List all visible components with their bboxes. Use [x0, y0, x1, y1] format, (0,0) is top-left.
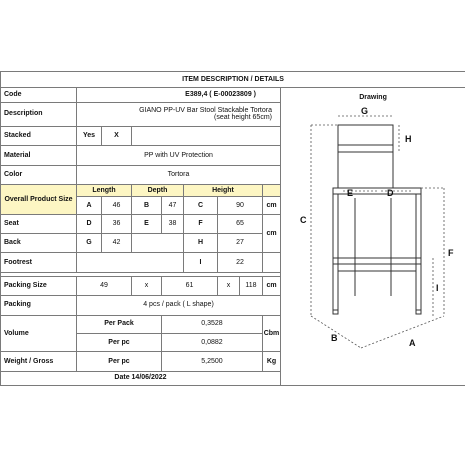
- sheet-header: ITEM DESCRIPTION / DETAILS: [1, 72, 465, 88]
- seat-f-value: 65: [218, 214, 263, 233]
- packing-value: 4 pcs / pack ( L shape): [77, 296, 281, 315]
- seat-back-unit: cm: [263, 214, 281, 253]
- packing-size-unit: cm: [263, 276, 281, 295]
- length-header: Length: [77, 185, 132, 197]
- footrest-i-label: I: [184, 253, 218, 272]
- overall-c-value: 90: [218, 197, 263, 214]
- back-g-label: G: [77, 234, 102, 253]
- overall-unit: cm: [263, 197, 281, 214]
- spec-table: [0, 71, 465, 386]
- volume-per-pc-label: Per pc: [77, 333, 162, 351]
- drawing-cell: [281, 88, 465, 386]
- description-line2: (seat height 65cm): [214, 114, 272, 122]
- stacked-label: Stacked: [1, 127, 77, 146]
- volume-unit: Cbm: [263, 315, 281, 352]
- volume-per-pack-value: 0,3528: [162, 315, 263, 333]
- dim-label-h: H: [405, 134, 412, 145]
- seat-d-label: D: [77, 214, 102, 233]
- packing-size-v1: 49: [77, 276, 132, 295]
- volume-per-pc-value: 0,0882: [162, 333, 263, 351]
- weight-label: Weight / Gross: [1, 352, 77, 371]
- material-value: PP with UV Protection: [77, 146, 281, 165]
- backrest-upper: [338, 125, 393, 145]
- footrest-blank: [77, 253, 184, 272]
- dim-label-b: B: [331, 333, 338, 344]
- seat-d-value: 36: [102, 214, 132, 233]
- overall-header-blank: [263, 185, 281, 197]
- packing-size-x2: x: [218, 276, 240, 295]
- back-g-value: 42: [102, 234, 132, 253]
- weight-per-pc-label: Per pc: [77, 352, 162, 371]
- dim-label-d: D: [387, 188, 394, 199]
- height-header: Height: [184, 185, 263, 197]
- footrest-i-value: 22: [218, 253, 263, 272]
- seat-label: Seat: [1, 214, 77, 233]
- foot-right: [416, 310, 421, 314]
- back-blank: [132, 234, 184, 253]
- packing-label: Packing: [1, 296, 77, 315]
- seat-e-value: 38: [162, 214, 184, 233]
- spec-sheet: [0, 71, 465, 386]
- stacked-yes: Yes: [77, 127, 102, 146]
- color-value: Tortora: [77, 165, 281, 184]
- volume-label: Volume: [1, 315, 77, 352]
- back-h-label: H: [184, 234, 218, 253]
- dim-label-e: E: [347, 188, 354, 199]
- dim-b-line: [311, 316, 361, 348]
- drawing-label: Drawing: [359, 94, 387, 102]
- overall-c-label: C: [184, 197, 218, 214]
- packing-size-x1: x: [132, 276, 162, 295]
- backrest-slat: [338, 145, 393, 152]
- packing-size-v3: 118: [240, 276, 263, 295]
- dim-label-g: G: [361, 106, 369, 117]
- stacked-mark: X: [102, 127, 132, 146]
- footrest-unit-blank: [263, 253, 281, 272]
- overall-a-label: A: [77, 197, 102, 214]
- weight-value: 5,2500: [162, 352, 263, 371]
- stool-drawing: [281, 88, 465, 385]
- code-label: Code: [1, 88, 77, 102]
- volume-per-pack-label: Per Pack: [77, 315, 162, 333]
- seat-e-label: E: [132, 214, 162, 233]
- stacked-blank: [132, 127, 281, 146]
- dim-label-c: C: [300, 215, 307, 226]
- overall-b-value: 47: [162, 197, 184, 214]
- packing-size-v2: 61: [162, 276, 218, 295]
- description-label: Description: [1, 102, 77, 126]
- back-label: Back: [1, 234, 77, 253]
- description-value: [77, 102, 281, 126]
- dim-label-i: I: [436, 283, 439, 294]
- seat-f-label: F: [184, 214, 218, 233]
- material-label: Material: [1, 146, 77, 165]
- footrest-label: Footrest: [1, 253, 77, 272]
- foot-left: [333, 310, 338, 314]
- weight-unit: Kg: [263, 352, 281, 371]
- overall-size-label: Overall Product Size: [1, 185, 77, 215]
- depth-header: Depth: [132, 185, 184, 197]
- footrest: [333, 258, 421, 264]
- overall-a-value: 46: [102, 197, 132, 214]
- dim-label-f: F: [448, 248, 454, 259]
- back-h-value: 27: [218, 234, 263, 253]
- code-value: E389,4 ( E-00023809 ): [77, 88, 281, 102]
- color-label: Color: [1, 165, 77, 184]
- packing-size-label: Packing Size: [1, 276, 77, 295]
- dim-a-line: [361, 316, 444, 348]
- description-line1: GIANO PP-UV Bar Stool Stackable Tortora: [139, 106, 272, 114]
- dim-label-a: A: [409, 338, 416, 349]
- date-label: Date 14/06/2022: [1, 371, 281, 385]
- overall-b-label: B: [132, 197, 162, 214]
